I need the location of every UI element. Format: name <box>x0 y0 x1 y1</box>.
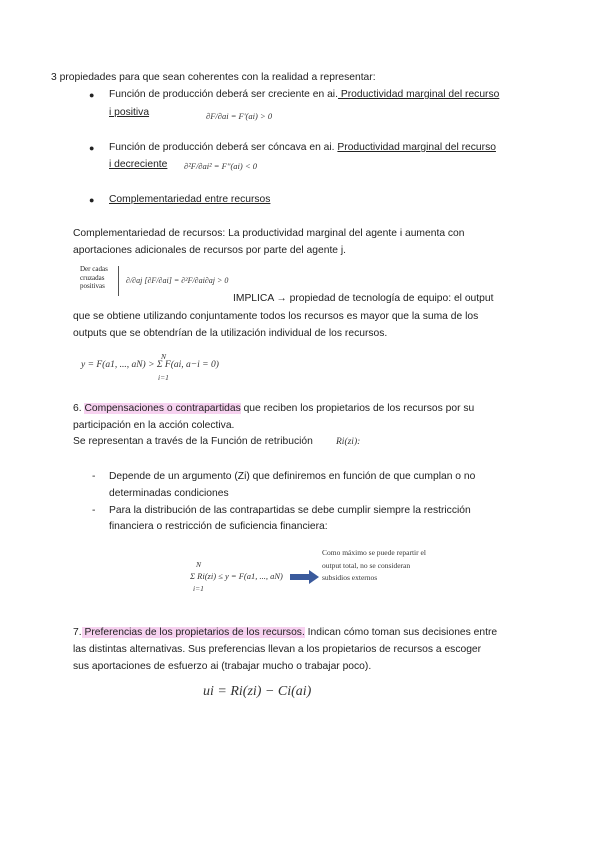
cross-label-2: cruzadas <box>80 273 105 282</box>
utility-function: ui = Ri(zi) − Ci(ai) <box>203 684 312 699</box>
bullet-2-link: Productividad marginal del recurso <box>337 142 496 153</box>
dash-2-line-2: financiera o restricción de suficiencia financiera: <box>109 521 328 532</box>
section-6-line-1 <box>73 403 474 414</box>
dash-marker: - <box>92 505 96 516</box>
bullet-2-line-2: i decreciente <box>109 159 168 170</box>
bullet-2-plain: Función de producción deberá ser cóncava en ai. <box>109 142 338 153</box>
bullet-2-formula: ∂²F/∂ai² = F''(ai) < 0 <box>184 161 257 171</box>
bullet-dot: ● <box>89 90 95 100</box>
cross-derivative-formula: ∂/∂aj [∂F/∂ai] = ∂²F/∂ai∂aj > 0 <box>126 276 229 285</box>
bullet-1-line-1 <box>109 89 499 100</box>
brace-line <box>118 266 121 296</box>
arrow-shaft <box>290 574 310 580</box>
dash-2-line-1: Para la distribución de las contrapartidas se debe cumplir siempre la restricción <box>109 505 471 516</box>
note-line-2: output total, no se consideran <box>322 560 411 570</box>
arrow-icon <box>290 570 320 584</box>
note-line-1: Como máximo se puede repartir el <box>322 548 426 557</box>
intro-text: 3 propiedades para que sean coherentes con la realidad a representar: <box>51 72 376 83</box>
bullet-dot: ● <box>89 195 95 205</box>
arrow-head <box>309 570 319 584</box>
bullet-2-line-1 <box>109 142 496 153</box>
sum-lower-limit: i=1 <box>158 373 169 382</box>
section-7-line-2: las distintas alternativas. Sus preferencias llevan a los propietarios de recursos a escoger <box>73 644 482 655</box>
dash-marker: - <box>92 471 96 482</box>
bullet-1-formula: ∂F/∂ai = F'(ai) > 0 <box>206 111 273 121</box>
complement-line-1: Complementariedad de recursos: La productividad marginal del agente i aumenta con <box>73 228 465 239</box>
section-7-rest: Indican cómo toman sus decisiones entre <box>304 627 498 638</box>
bullet-1-plain: Función de producción deberá ser creciente en ai. <box>109 89 338 100</box>
note-line-3: subsidios externos <box>322 573 378 582</box>
section-6-highlight: Compensaciones o contrapartidas <box>84 403 241 414</box>
constraint-upper-limit: N <box>196 560 202 569</box>
section-7-line-1 <box>73 627 497 638</box>
bullet-1-link: Productividad marginal del recurso <box>337 89 500 100</box>
implica-text: IMPLICA → propiedad de tecnología de equipo: el output <box>233 293 494 304</box>
dash-1-line-2: determinadas condiciones <box>109 488 229 499</box>
bullet-3: Complementariedad entre recursos <box>109 194 271 205</box>
section-6-line-2: participación en la acción colectiva. <box>73 420 235 431</box>
section-6-rest: que reciben los propietarios de los recursos por su <box>240 403 475 414</box>
sum-upper-limit: N <box>161 352 167 361</box>
complement-line-2: aportaciones adicionales de recursos por parte del agente j. <box>73 245 347 256</box>
bullet-1-line-2: i positiva <box>109 107 150 118</box>
constraint-lower-limit: i=1 <box>193 584 204 593</box>
section-6-line-3: Se representan a través de la Función de retribución <box>73 436 313 447</box>
dash-1-line-1: Depende de un argumento (Zi) que definiremos en función de que cumplan o no <box>109 471 476 482</box>
section-6-number: 6. <box>73 403 85 414</box>
cross-derivative-label <box>80 265 108 291</box>
constraint-formula: Σ Ri(zi) ≤ y = F(a1, ..., aN) <box>190 571 283 581</box>
complement-line-5: outputs que se obtendrían de la utilización individual de los recursos. <box>73 328 388 339</box>
team-technology-formula: y = F(a1, ..., aN) > Σ F(ai, a−i = 0) <box>81 360 219 370</box>
section-7-line-3: sus aportaciones de esfuerzo ai (trabajar mucho o trabajar poco). <box>73 661 372 672</box>
retribution-function: Ri(zi): <box>336 437 361 447</box>
cross-label-1: Der cadas <box>80 265 108 273</box>
cross-label-3: positivas <box>80 282 105 290</box>
section-7-highlight: Preferencias de los propietarios de los recursos. <box>81 627 305 638</box>
constraint-note <box>322 547 426 585</box>
bullet-dot: ● <box>89 143 95 153</box>
complement-line-4: que se obtiene utilizando conjuntamente todos los recursos es mayor que la suma de los <box>73 311 479 322</box>
section-7-number: 7. <box>73 627 82 638</box>
